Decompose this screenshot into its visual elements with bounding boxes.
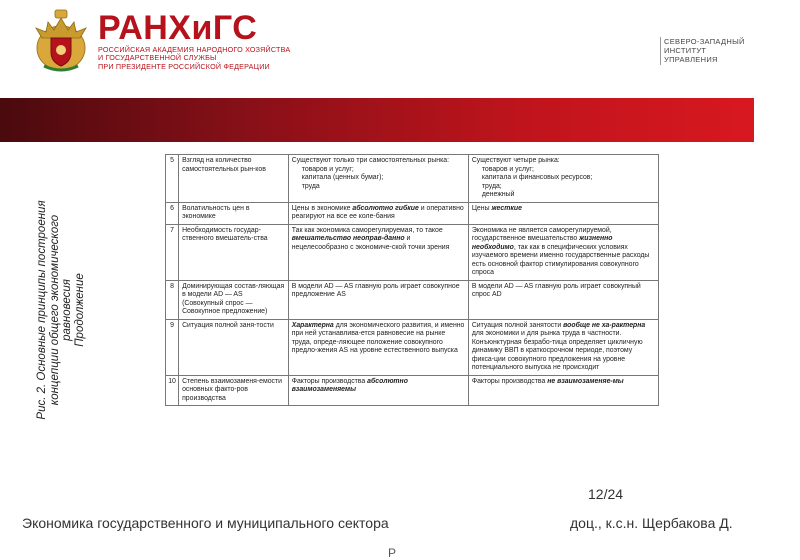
row-number: 5	[166, 155, 179, 203]
cell-text: Факторы производства	[291, 377, 368, 385]
figure-caption	[36, 150, 110, 470]
brand-subtitle-3: ПРИ ПРЕЗИДЕНТЕ РОССИЙСКОЙ ФЕДЕРАЦИИ	[98, 61, 270, 71]
classical-cell: В модели AD — AS главную роль играет совокупное предложение AS	[288, 280, 468, 319]
cell-text: Экономика не является саморегулируемой, государственное вмешательство	[471, 226, 612, 242]
cell-text: Так как экономика саморегулируемая, то такое	[291, 226, 443, 234]
list-item: товаров и услуг;	[301, 165, 354, 173]
emphasis-text: жизненно необходимо	[471, 235, 613, 251]
caption-line-3: равновесия	[61, 279, 73, 341]
cell-text: Существуют только три самостоятельных рынка:	[291, 157, 450, 164]
emphasis-text: вообще не ха-рактерна	[563, 321, 646, 329]
caption-line-4: Продолжение	[73, 273, 86, 347]
caption-line-1: Рис. 2. Основные принципы построения	[36, 200, 48, 420]
cell-text: для экономики и для рынка труда в частности. Конъюнктурная безрабо-тица определяет цикличную динамику ВВП в краткосрочном периоде, поэтому фикса-ции совокупного предложения на уровне потенциального выпуска не происходит	[471, 330, 643, 371]
comparison-table	[165, 154, 659, 510]
list-item: капитала и финансовых ресурсов;	[481, 174, 593, 181]
table-row	[166, 202, 659, 224]
cell-text: для экономического развития, и именно при ней устанавлива-ется равновесие на рынке труда, опреде-ляющее положение совокупного предло-жения AS на уровне естественного выпуска	[291, 321, 465, 354]
cell-text: , так как в специфических условиях изучаемого времени именно государственные расходы есть основной фактор стимулирования совокупного спроса	[471, 243, 650, 276]
page-number: 12/24	[588, 486, 624, 502]
criterion-cell: Степень взаимозаменя-емости основных факто-ров производства	[179, 375, 289, 406]
brand-subtitle-1: РОССИЙСКАЯ АКАДЕМИЯ НАРОДНОГО ХОЗЯЙСТВА	[98, 45, 291, 54]
classical-cell	[288, 155, 468, 203]
row-number: 9	[166, 319, 179, 375]
keynesian-cell: В модели AD — AS главную роль играет совокупный спрос AD	[468, 280, 658, 319]
cell-text: Цены в экономике	[291, 204, 353, 212]
author-name: доц., к.с.н. Щербакова Д.	[570, 515, 733, 531]
criterion-cell: Необходимость государ-ственного вмешатель-ства	[179, 224, 289, 280]
list-item: труда;	[481, 182, 502, 190]
brand-title: РАНХиГС	[98, 9, 258, 47]
footer-cut-text: Р	[388, 546, 397, 560]
list-item: товаров и услуг;	[481, 165, 534, 173]
classical-cell	[288, 224, 468, 280]
cell-text: и нецелесообразно с экономиче-ской точки зрения	[291, 235, 450, 251]
emphasis-text: вмешательство неоправ-данно	[291, 235, 405, 242]
brand-subtitle-2: И ГОСУДАРСТВЕННОЙ СЛУЖБЫ	[98, 53, 217, 63]
course-title: Экономика государственного и муниципального сектора	[22, 515, 389, 531]
cell-text: Факторы производства	[471, 377, 548, 385]
criterion-cell: Доминирующая состав-ляющая в модели AD — AS (Совокупный спрос — Совокупное предложение)	[179, 280, 289, 319]
table-row	[166, 319, 659, 375]
row-number: 8	[166, 280, 179, 319]
institute-label	[660, 37, 745, 65]
cell-text: и оперативно реагируют на все ее коле-бания	[291, 204, 464, 220]
institute-line-2: ИНСТИТУТ	[664, 46, 707, 56]
criterion-cell: Ситуация полной заня-тости	[179, 319, 289, 375]
institute-line-3: УПРАВЛЕНИЯ	[664, 55, 718, 65]
criterion-cell: Взгляд на количество самостоятельных рын-ков	[179, 155, 289, 203]
list-item: труда	[301, 182, 320, 190]
list-item: капитала (ценных бумаг);	[301, 174, 384, 181]
emphasis-text: Характерна	[291, 321, 334, 329]
list-item: денежный	[481, 191, 515, 198]
emphasis-text: абсолютно гибкие	[352, 204, 419, 212]
row-number: 10	[166, 375, 179, 406]
emphasis-text: абсолютно взаимозаменяемы	[291, 377, 408, 393]
header-band	[0, 98, 754, 142]
emblem-icon	[34, 8, 88, 74]
keynesian-cell	[468, 375, 658, 406]
keynesian-cell	[468, 319, 658, 375]
criterion-cell: Волатильность цен в экономике	[179, 202, 289, 224]
keynesian-cell	[468, 202, 658, 224]
emphasis-text: не взаимозаменяе-мы	[547, 377, 624, 385]
table-row	[166, 224, 659, 280]
classical-cell	[288, 202, 468, 224]
keynesian-cell	[468, 224, 658, 280]
brand-block	[98, 10, 290, 71]
table-row	[166, 375, 659, 406]
row-number: 6	[166, 202, 179, 224]
header	[0, 0, 800, 98]
cell-text: Существуют четыре рынка:	[471, 157, 560, 164]
institute-line-1: СЕВЕРО-ЗАПАДНЫЙ	[664, 37, 745, 46]
cell-text: Ситуация полной занятости	[471, 321, 564, 329]
classical-cell	[288, 375, 468, 406]
cell-text: Цены	[471, 204, 492, 212]
classical-cell	[288, 319, 468, 375]
table-row	[166, 280, 659, 319]
keynesian-cell	[468, 155, 658, 203]
table-row	[166, 155, 659, 203]
caption-line-2: концепции общего экономического	[48, 214, 61, 406]
emphasis-text: жесткие	[491, 204, 522, 212]
row-number: 7	[166, 224, 179, 280]
